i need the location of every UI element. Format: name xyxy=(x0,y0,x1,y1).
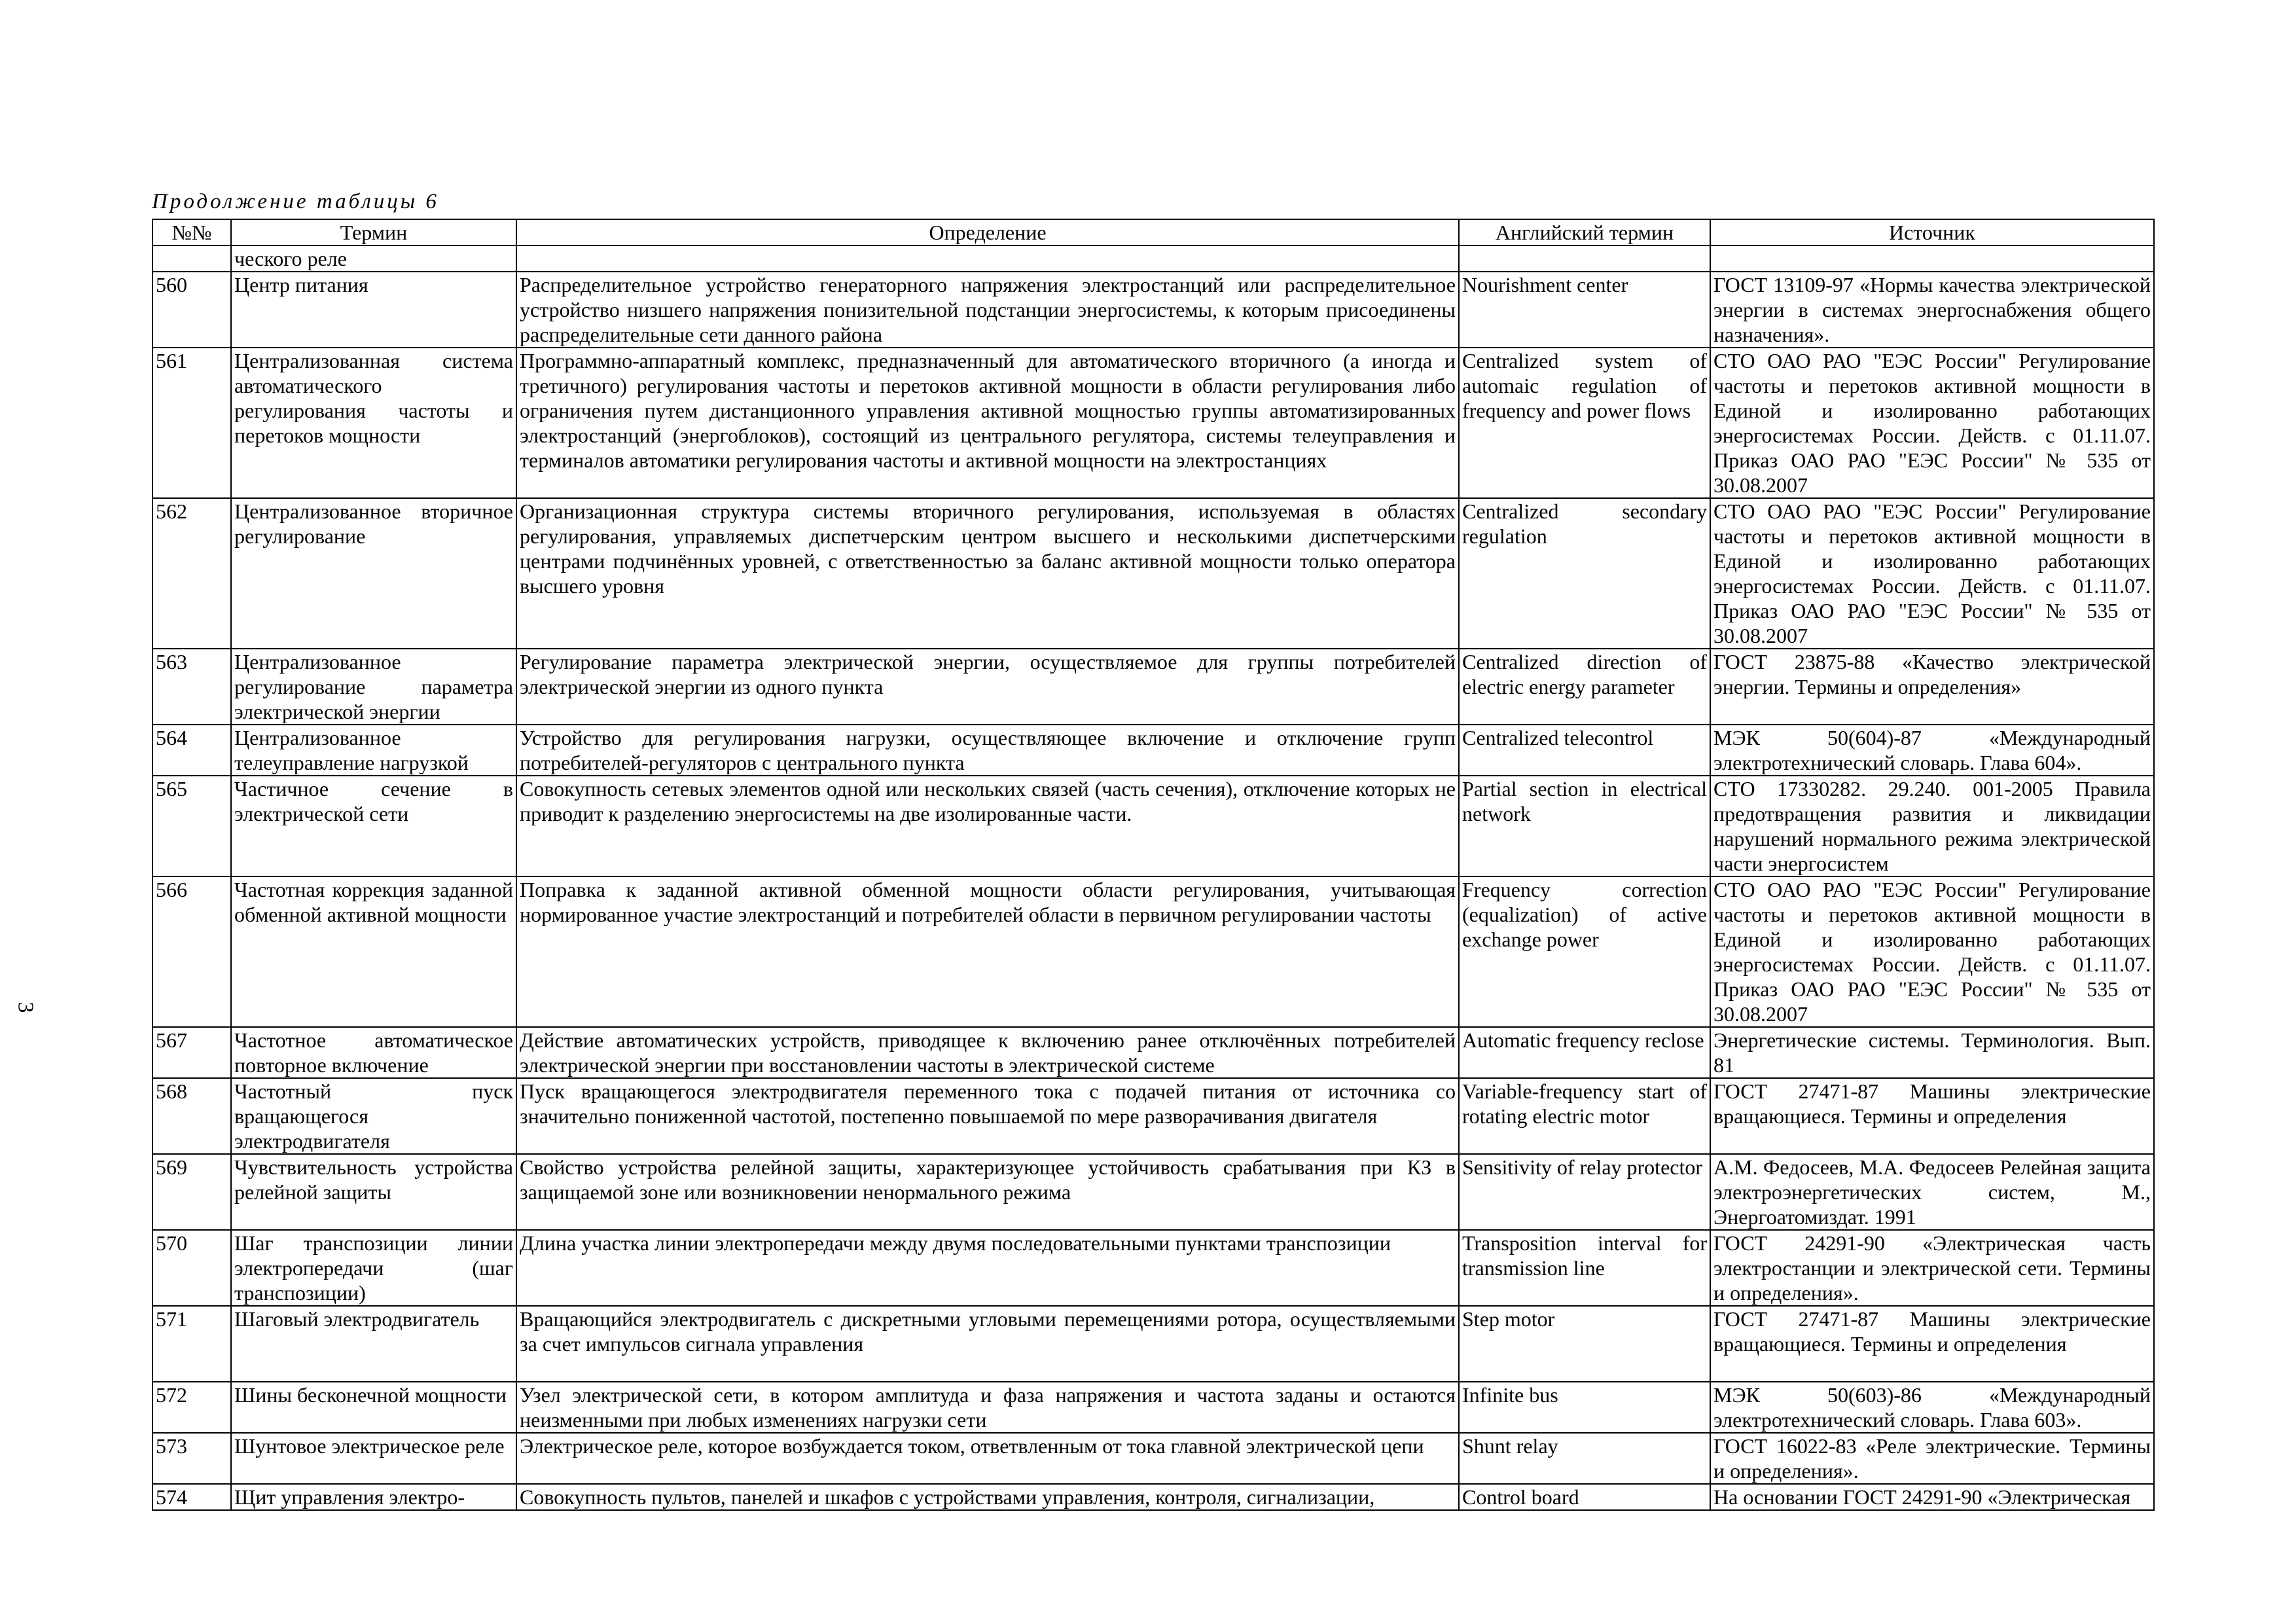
cell-term: Централизованное телеуправление нагрузкой xyxy=(231,725,516,776)
cell-num: 570 xyxy=(152,1230,231,1306)
cell-num: 572 xyxy=(152,1382,231,1433)
table-header-row xyxy=(152,219,2154,245)
cell-num xyxy=(152,245,231,272)
cell-english: Control board xyxy=(1459,1484,1710,1510)
cell-source: СТО ОАО РАО "ЕЭС России" Регулирование частоты и перетоков активной мощности в Единой и изолированно работающих энергосистемах России. Действ. с 01.11.07. Приказ ОАО РАО "ЕЭС России" № 535 от 30.08.2007 xyxy=(1710,498,2154,649)
cell-num: 574 xyxy=(152,1484,231,1510)
header-term: Термин xyxy=(231,219,516,245)
cell-num: 565 xyxy=(152,776,231,876)
cell-definition: Узел электрической сети, в котором амплитуда и фаза напряжения и частота заданы и остаются неизменными при любых изменениях нагрузки сети xyxy=(516,1382,1459,1433)
cell-english: Variable-frequency start of rotating electric motor xyxy=(1459,1078,1710,1154)
cell-definition: Распределительное устройство генераторного напряжения электростанций или распределительное устройство низшего напряжения понизительной подстанции энергосистемы, к которым присоединены распределительные сети данного района xyxy=(516,272,1459,348)
cell-definition: Регулирование параметра электрической энергии, осуществляемое для группы потребителей электрической энергии из одного пункта xyxy=(516,649,1459,725)
table-row xyxy=(152,776,2154,876)
cell-source: ГОСТ 27471-87 Машины электрические вращающиеся. Термины и определения xyxy=(1710,1078,2154,1154)
cell-term: Централизованное вторичное регулирование xyxy=(231,498,516,649)
cell-source xyxy=(1710,245,2154,272)
cell-term: Щит управления электро- xyxy=(231,1484,516,1510)
cell-english: Transposition interval for transmission line xyxy=(1459,1230,1710,1306)
table-row xyxy=(152,1382,2154,1433)
cell-definition: Вращающийся электродвигатель с дискретными угловыми перемещениями ротора, осуществляемыми за счет импульсов сигнала управления xyxy=(516,1306,1459,1382)
cell-num: 561 xyxy=(152,348,231,498)
table-row xyxy=(152,1433,2154,1484)
cell-source: Энергетические системы. Терминология. Вып. 81 xyxy=(1710,1027,2154,1078)
cell-source: СТО ОАО РАО "ЕЭС России" Регулирование частоты и перетоков активной мощности в Единой и изолированно работающих энергосистемах России. Действ. с 01.11.07. Приказ ОАО РАО "ЕЭС России" № 535 от 30.08.2007 xyxy=(1710,348,2154,498)
cell-num: 568 xyxy=(152,1078,231,1154)
cell-english: Partial section in electrical network xyxy=(1459,776,1710,876)
table-row xyxy=(152,1154,2154,1230)
table-row xyxy=(152,1484,2154,1510)
page-number: 3 xyxy=(13,1001,38,1013)
table-row xyxy=(152,1306,2154,1382)
table-row xyxy=(152,245,2154,272)
cell-definition xyxy=(516,245,1459,272)
cell-source: СТО ОАО РАО "ЕЭС России" Регулирование частоты и перетоков активной мощности в Единой и изолированно работающих энергосистемах России. Действ. с 01.11.07. Приказ ОАО РАО "ЕЭС России" № 535 от 30.08.2007 xyxy=(1710,876,2154,1027)
cell-source: МЭК 50(603)-86 «Международный электротехнический словарь. Глава 603». xyxy=(1710,1382,2154,1433)
header-definition: Определение xyxy=(516,219,1459,245)
cell-source: А.М. Федосеев, М.А. Федосеев Релейная защита электроэнергетических систем, М., Энергоатомиздат. 1991 xyxy=(1710,1154,2154,1230)
cell-definition: Длина участка линии электропередачи между двумя последовательными пунктами транспозиции xyxy=(516,1230,1459,1306)
cell-source: ГОСТ 27471-87 Машины электрические вращающиеся. Термины и определения xyxy=(1710,1306,2154,1382)
header-english: Английский термин xyxy=(1459,219,1710,245)
cell-definition: Программно-аппаратный комплекс, предназначенный для автоматического вторичного (а иногда и третичного) регулирования частоты и перетоков активной мощности в области регулирования либо ограничения путем дистанционного управления активной мощностью группы автоматизированных электростанций (энергоблоков), состоящий из центрального регулятора, системы телеуправления и терминалов автоматики регулирования частоты и активной мощности на электростанциях xyxy=(516,348,1459,498)
table-caption: Продолжение таблицы 6 xyxy=(152,190,439,213)
cell-term: Шаг транспозиции линии электропередачи (шаг транспозиции) xyxy=(231,1230,516,1306)
table-row xyxy=(152,272,2154,348)
header-source: Источник xyxy=(1710,219,2154,245)
cell-source: ГОСТ 23875-88 «Качество электрической энергии. Термины и определения» xyxy=(1710,649,2154,725)
cell-english: Shunt relay xyxy=(1459,1433,1710,1484)
cell-english: Infinite bus xyxy=(1459,1382,1710,1433)
table-row xyxy=(152,498,2154,649)
cell-definition: Свойство устройства релейной защиты, характеризующее устойчивость срабатывания при КЗ в защищаемой зоне или возникновении ненормального режима xyxy=(516,1154,1459,1230)
cell-english: Centralized telecontrol xyxy=(1459,725,1710,776)
cell-term: Чувствительность устройства релейной защиты xyxy=(231,1154,516,1230)
cell-term: Частотный пуск вращающегося электродвигателя xyxy=(231,1078,516,1154)
cell-definition: Действие автоматических устройств, приводящее к включению ранее отключённых потребителей электрической энергии при восстановлении частоты в электрической системе xyxy=(516,1027,1459,1078)
cell-term: Центр питания xyxy=(231,272,516,348)
cell-num: 569 xyxy=(152,1154,231,1230)
cell-english: Step motor xyxy=(1459,1306,1710,1382)
cell-source: МЭК 50(604)-87 «Международный электротехнический словарь. Глава 604». xyxy=(1710,725,2154,776)
cell-term: Централизованное регулирование параметра электрической энергии xyxy=(231,649,516,725)
cell-definition: Электрическое реле, которое возбуждается током, ответвленным от тока главной электрической цепи xyxy=(516,1433,1459,1484)
cell-english xyxy=(1459,245,1710,272)
cell-source: СТО 17330282. 29.240. 001-2005 Правила предотвращения развития и ликвидации нарушений нормального режима электрической части энергосистем xyxy=(1710,776,2154,876)
cell-english: Automatic frequency reclose xyxy=(1459,1027,1710,1078)
cell-english: Centralized direction of electric energy parameter xyxy=(1459,649,1710,725)
cell-term: Частичное сечение в электрической сети xyxy=(231,776,516,876)
cell-english: Centralized secondary regulation xyxy=(1459,498,1710,649)
cell-definition: Совокупность сетевых элементов одной или нескольких связей (часть сечения), отключение которых не приводит к разделению энергосистемы на две изолированные части. xyxy=(516,776,1459,876)
cell-term: Частотное автоматическое повторное включение xyxy=(231,1027,516,1078)
cell-num: 563 xyxy=(152,649,231,725)
table-row xyxy=(152,876,2154,1027)
cell-term: Частотная коррекция заданной обменной активной мощности xyxy=(231,876,516,1027)
table-row xyxy=(152,348,2154,498)
cell-num: 562 xyxy=(152,498,231,649)
cell-term: Централизованная система автоматического регулирования частоты и перетоков мощности xyxy=(231,348,516,498)
header-num: №№ xyxy=(152,219,231,245)
cell-english: Frequency correction (equalization) of active exchange power xyxy=(1459,876,1710,1027)
cell-num: 573 xyxy=(152,1433,231,1484)
cell-num: 571 xyxy=(152,1306,231,1382)
cell-english: Centralized system of automaic regulation of frequency and power flows xyxy=(1459,348,1710,498)
cell-definition: Организационная структура системы вторичного регулирования, используемая в областях регулирования, управляемых диспетчерским центром высшего и несколькими диспетчерскими центрами подчинённых уровней, с ответственностью за баланс активной мощности только оператора высшего уровня xyxy=(516,498,1459,649)
cell-num: 560 xyxy=(152,272,231,348)
cell-source: ГОСТ 13109-97 «Нормы качества электрической энергии в системах энергоснабжения общего назначения». xyxy=(1710,272,2154,348)
cell-term: ческого реле xyxy=(231,245,516,272)
cell-definition: Совокупность пультов, панелей и шкафов с устройствами управления, контроля, сигнализации, xyxy=(516,1484,1459,1510)
table-row xyxy=(152,725,2154,776)
cell-term: Шины бесконечной мощности xyxy=(231,1382,516,1433)
table-row xyxy=(152,649,2154,725)
cell-definition: Пуск вращающегося электродвигателя переменного тока с подачей питания от источника со значительно пониженной частотой, постепенно повышаемой по мере разворачивания двигателя xyxy=(516,1078,1459,1154)
cell-source: На основании ГОСТ 24291-90 «Электрическая xyxy=(1710,1484,2154,1510)
table-row xyxy=(152,1230,2154,1306)
cell-source: ГОСТ 24291-90 «Электрическая часть электростанции и электрической сети. Термины и определения». xyxy=(1710,1230,2154,1306)
cell-source: ГОСТ 16022-83 «Реле электрические. Термины и определения». xyxy=(1710,1433,2154,1484)
cell-num: 567 xyxy=(152,1027,231,1078)
table-row xyxy=(152,1027,2154,1078)
cell-num: 566 xyxy=(152,876,231,1027)
cell-term: Шаговый электродвигатель xyxy=(231,1306,516,1382)
terms-table xyxy=(152,219,2155,1511)
cell-english: Nourishment center xyxy=(1459,272,1710,348)
cell-english: Sensitivity of relay protector xyxy=(1459,1154,1710,1230)
table-row xyxy=(152,1078,2154,1154)
cell-definition: Поправка к заданной активной обменной мощности области регулирования, учитывающая нормированное участие электростанций и потребителей области в первичном регулировании частоты xyxy=(516,876,1459,1027)
cell-definition: Устройство для регулирования нагрузки, осуществляющее включение и отключение групп потребителей-регуляторов с центрального пункта xyxy=(516,725,1459,776)
cell-term: Шунтовое электрическое реле xyxy=(231,1433,516,1484)
cell-num: 564 xyxy=(152,725,231,776)
